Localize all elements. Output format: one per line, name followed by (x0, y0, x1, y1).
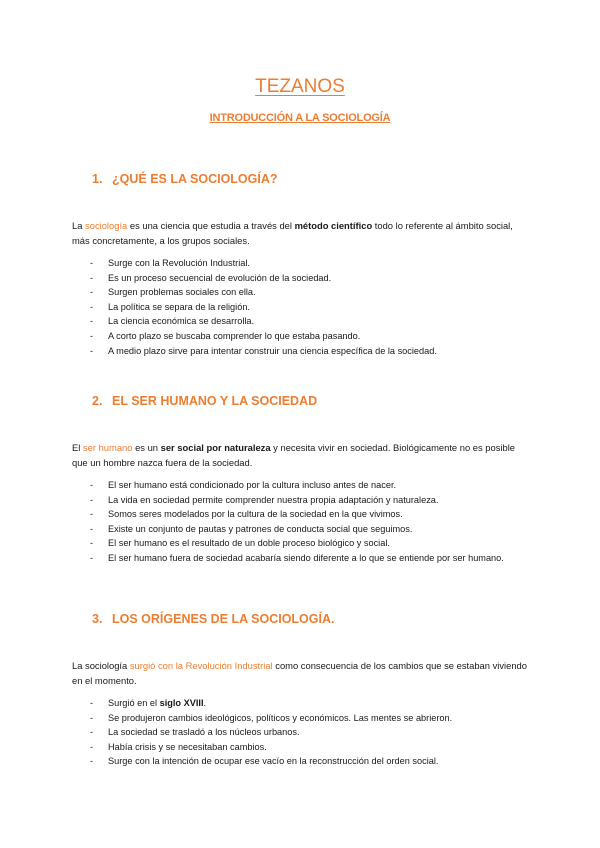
intro-bold: ser social por naturaleza (160, 442, 271, 453)
section-human-and-society (72, 394, 532, 566)
intro-highlight: ser humano (82, 442, 133, 453)
list-item: - Es un proceso secuencial de evolución de la sociedad. (90, 272, 332, 283)
section-heading (92, 172, 532, 186)
list-item: - La política se separa de la religión. (90, 301, 250, 312)
list-item: - Surge con la Revolución Industrial. (90, 258, 250, 268)
document-subtitle: INTRODUCCIÓN A LA SOCIOLOGÍA (209, 112, 391, 124)
intro-text: La sociología (72, 660, 130, 671)
list-item: - Había crisis y se necesitaban cambios. (90, 741, 267, 752)
section-origins-of-sociology (72, 612, 532, 769)
intro-text: La (72, 220, 86, 231)
section-heading (92, 394, 532, 408)
list-item: - El ser humano es el resultado de un doble proceso biológico y social. (90, 538, 390, 549)
section-what-is-sociology (72, 172, 532, 358)
list-item: - La ciencia económica se desarrolla. (90, 316, 255, 327)
list-item: - Surge con la intención de ocupar ese vacío en la reconstrucción del orden social. (90, 756, 439, 767)
list-item: - El ser humano fuera de sociedad acabaría siendo diferente a lo que se entiende por ser humano. (90, 552, 504, 563)
intro-text: es un (132, 442, 161, 453)
list-item: - Surgió en el siglo XVIII. (90, 698, 207, 708)
section-intro (72, 218, 532, 248)
section-title: ¿QUÉ ES LA SOCIOLOGÍA? (112, 172, 278, 186)
list-item: - Existe un conjunto de pautas y patrones de conducta social que seguimos. (90, 523, 413, 534)
section-heading (92, 612, 532, 626)
bullet-list (72, 696, 532, 769)
section-title: LOS ORÍGENES DE LA SOCIOLOGÍA. (112, 612, 335, 626)
intro-highlight: surgió con la Revolución Industrial (129, 660, 273, 671)
section-intro (72, 440, 532, 470)
intro-text: todo lo referente al ámbito social, más concretamente, a los grupos sociales. (72, 220, 513, 246)
list-item: - A medio plazo sirve para intentar construir una ciencia específica de la sociedad. (90, 345, 437, 356)
section-number: 2. (92, 394, 103, 408)
intro-text: El (72, 442, 83, 453)
intro-text: y necesita vivir en sociedad. Biológicamente no es posible que un hombre nazca fuera de la sociedad. (72, 442, 515, 468)
list-item: - La vida en sociedad permite comprender nuestra propia adaptación y naturaleza. (90, 494, 439, 505)
section-intro (72, 658, 532, 688)
list-item: - La sociedad se trasladó a los núcleos urbanos. (90, 727, 300, 738)
list-item: - A corto plazo se buscaba comprender lo que estaba pasando. (90, 330, 361, 341)
document-title: TEZANOS (255, 76, 345, 97)
list-item: - Se produjeron cambios ideológicos, políticos y económicos. Las mentes se abrieron. (90, 712, 453, 723)
intro-text: como consecuencia de los cambios que se estaban viviendo en el momento. (72, 660, 527, 686)
bullet-list (72, 478, 532, 566)
section-title: EL SER HUMANO Y LA SOCIEDAD (112, 394, 318, 408)
intro-bold: método científico (294, 220, 373, 231)
list-item: - Surgen problemas sociales con ella. (90, 287, 256, 298)
list-item: - Somos seres modelados por la cultura de la sociedad en la que vivimos. (90, 509, 403, 520)
intro-text: es una ciencia que estudia a través del (127, 220, 295, 231)
section-number: 1. (92, 172, 103, 186)
section-number: 3. (92, 612, 103, 626)
intro-highlight: sociología (85, 220, 128, 231)
bullet-list (72, 256, 532, 358)
list-item: - El ser humano está condicionado por la cultura incluso antes de nacer. (90, 480, 397, 490)
